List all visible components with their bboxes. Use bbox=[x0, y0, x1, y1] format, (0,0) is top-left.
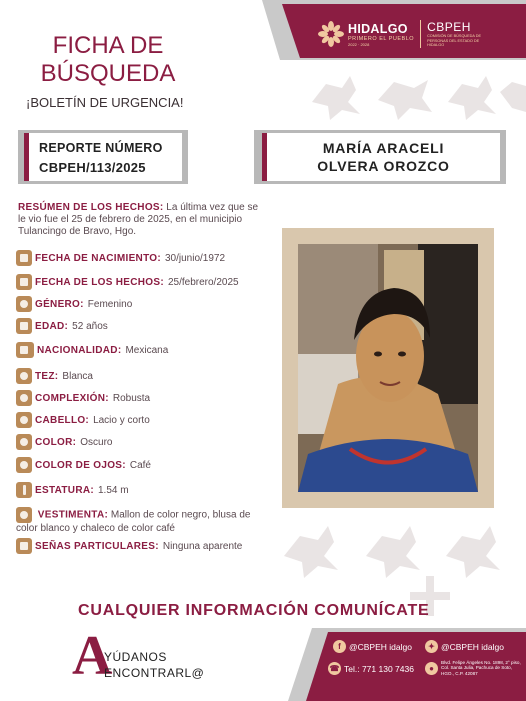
summary-label: RESÚMEN DE LOS HECHOS: bbox=[18, 202, 164, 213]
detail-row-marks bbox=[16, 538, 242, 554]
detail-row-eye-color bbox=[16, 457, 151, 473]
marks-value: Ninguna aparente bbox=[162, 540, 243, 552]
detail-value: Femenino bbox=[87, 298, 133, 310]
person-name-line-2: OLVERA OROZCO bbox=[317, 158, 450, 174]
person-name-line-1: MARÍA ARACELI bbox=[322, 140, 445, 156]
detail-label: EDAD: bbox=[35, 320, 69, 332]
org-acronym: CBPEH bbox=[427, 20, 471, 35]
detail-value: Oscuro bbox=[80, 436, 113, 448]
shirt-icon bbox=[16, 507, 32, 523]
detail-row-height bbox=[16, 482, 129, 498]
name-box bbox=[262, 133, 500, 181]
urgency-subtitle: ¡BOLETÍN DE URGENCIA! bbox=[26, 95, 184, 110]
phone-number: Tel.: 771 130 7436 bbox=[344, 663, 414, 674]
detail-label: COLOR DE OJOS: bbox=[35, 459, 126, 471]
detail-label: COLOR: bbox=[35, 436, 77, 448]
detail-row-gender bbox=[16, 296, 132, 312]
twitter-icon: ✦ bbox=[425, 640, 438, 653]
detail-value: 1.54 m bbox=[98, 484, 129, 496]
detail-label: NACIONALIDAD: bbox=[37, 344, 122, 356]
page-title bbox=[38, 32, 178, 88]
detail-value: Lacio y corto bbox=[93, 414, 150, 426]
detail-value: Mexicana bbox=[125, 344, 169, 356]
twitter-contact[interactable] bbox=[425, 640, 504, 653]
detail-label: TEZ: bbox=[35, 370, 59, 382]
detail-label: FECHA DE LOS HECHOS: bbox=[35, 276, 164, 288]
location-pin-icon: ● bbox=[425, 662, 438, 675]
marks-label: SEÑAS PARTICULARES: bbox=[35, 540, 159, 552]
logo-divider bbox=[420, 20, 421, 48]
hair-icon bbox=[16, 412, 32, 428]
detail-label: GÉNERO: bbox=[35, 298, 84, 310]
detail-row-event-date bbox=[16, 274, 239, 290]
address-text: Blvd. Felipe Ángeles No. 1898, 2° piso, Col. Santa Julia, Pachuca de Soto, HGO., C.P. 42087 bbox=[441, 660, 521, 676]
summary bbox=[18, 202, 268, 238]
campaign-line-2: ENCONTRARL@ bbox=[104, 666, 205, 680]
detail-value: 52 años bbox=[72, 320, 108, 332]
photo-frame bbox=[282, 228, 494, 508]
clothing bbox=[16, 507, 268, 535]
summary-text: La última vez que se le vio fue el 25 de febrero de 2025, en el municipio Tulancingo de Bravo, Hgo. bbox=[18, 202, 259, 237]
detail-row-birthdate bbox=[16, 250, 225, 266]
height-icon bbox=[16, 482, 32, 498]
calendar-icon bbox=[16, 274, 32, 290]
org-fullname: COMISIÓN DE BÚSQUEDA DE PERSONAS DEL ESTADO DE HIDALGO bbox=[427, 34, 482, 48]
detail-row-build bbox=[16, 390, 150, 406]
detail-value: 25/febrero/2025 bbox=[167, 276, 239, 288]
twitter-handle: @CBPEH idalgo bbox=[441, 641, 504, 652]
gender-icon bbox=[16, 296, 32, 312]
marks-icon bbox=[16, 538, 32, 554]
cake-icon bbox=[16, 250, 32, 266]
detail-row-hair-color bbox=[16, 434, 112, 450]
detail-label: ESTATURA: bbox=[35, 484, 94, 496]
detail-label: CABELLO: bbox=[35, 414, 90, 426]
clothing-label: VESTIMENTA: bbox=[37, 509, 109, 521]
bird-motif-top bbox=[302, 62, 526, 124]
id-card-icon bbox=[16, 342, 34, 358]
logo-name: HIDALGO bbox=[348, 21, 408, 36]
detail-row-age bbox=[16, 318, 108, 334]
eye-icon bbox=[16, 457, 32, 473]
address-contact bbox=[425, 660, 521, 676]
hidalgo-logo bbox=[318, 20, 489, 48]
body-icon bbox=[16, 390, 32, 406]
report-number: CBPEH/113/2025 bbox=[39, 160, 146, 175]
report-label: REPORTE NÚMERO bbox=[39, 141, 163, 155]
detail-value: Robusta bbox=[112, 392, 151, 404]
skin-icon bbox=[16, 368, 32, 384]
detail-label: FECHA DE NACIMIENTO: bbox=[35, 252, 161, 264]
phone-contact[interactable] bbox=[328, 662, 414, 675]
hair-color-icon bbox=[16, 434, 32, 450]
facebook-contact[interactable] bbox=[333, 640, 412, 653]
detail-value: Blanca bbox=[62, 370, 93, 382]
title-line-2: BÚSQUEDA bbox=[40, 60, 176, 87]
logo-years: 2022 · 2028 bbox=[348, 41, 370, 47]
report-box bbox=[24, 133, 182, 181]
call-to-action: CUALQUIER INFORMACIÓN COMUNÍCATE bbox=[78, 602, 430, 619]
bird-motif-bottom bbox=[270, 512, 526, 582]
detail-label: COMPLEXIÓN: bbox=[35, 392, 109, 404]
phone-icon: ☎ bbox=[329, 664, 340, 673]
person-photo bbox=[298, 244, 478, 492]
facebook-handle: @CBPEH idalgo bbox=[349, 641, 412, 652]
detail-row-nationality bbox=[16, 342, 168, 358]
campaign-letter: A bbox=[72, 625, 113, 687]
title-line-1: FICHA DE bbox=[52, 32, 164, 59]
facebook-icon: f bbox=[333, 640, 346, 653]
age-icon bbox=[16, 318, 32, 334]
detail-value: 30/junio/1972 bbox=[165, 252, 226, 264]
clothing-value: Mallon de color negro, blusa de color blanco y chaleco de color café bbox=[16, 509, 251, 534]
logo-tagline: PRIMERO EL PUEBLO bbox=[348, 35, 415, 42]
campaign-line-1: YÚDANOS bbox=[104, 650, 167, 664]
flower-icon bbox=[318, 21, 344, 47]
detail-row-skin bbox=[16, 368, 93, 384]
detail-row-hair bbox=[16, 412, 150, 428]
detail-value: Café bbox=[129, 459, 151, 471]
